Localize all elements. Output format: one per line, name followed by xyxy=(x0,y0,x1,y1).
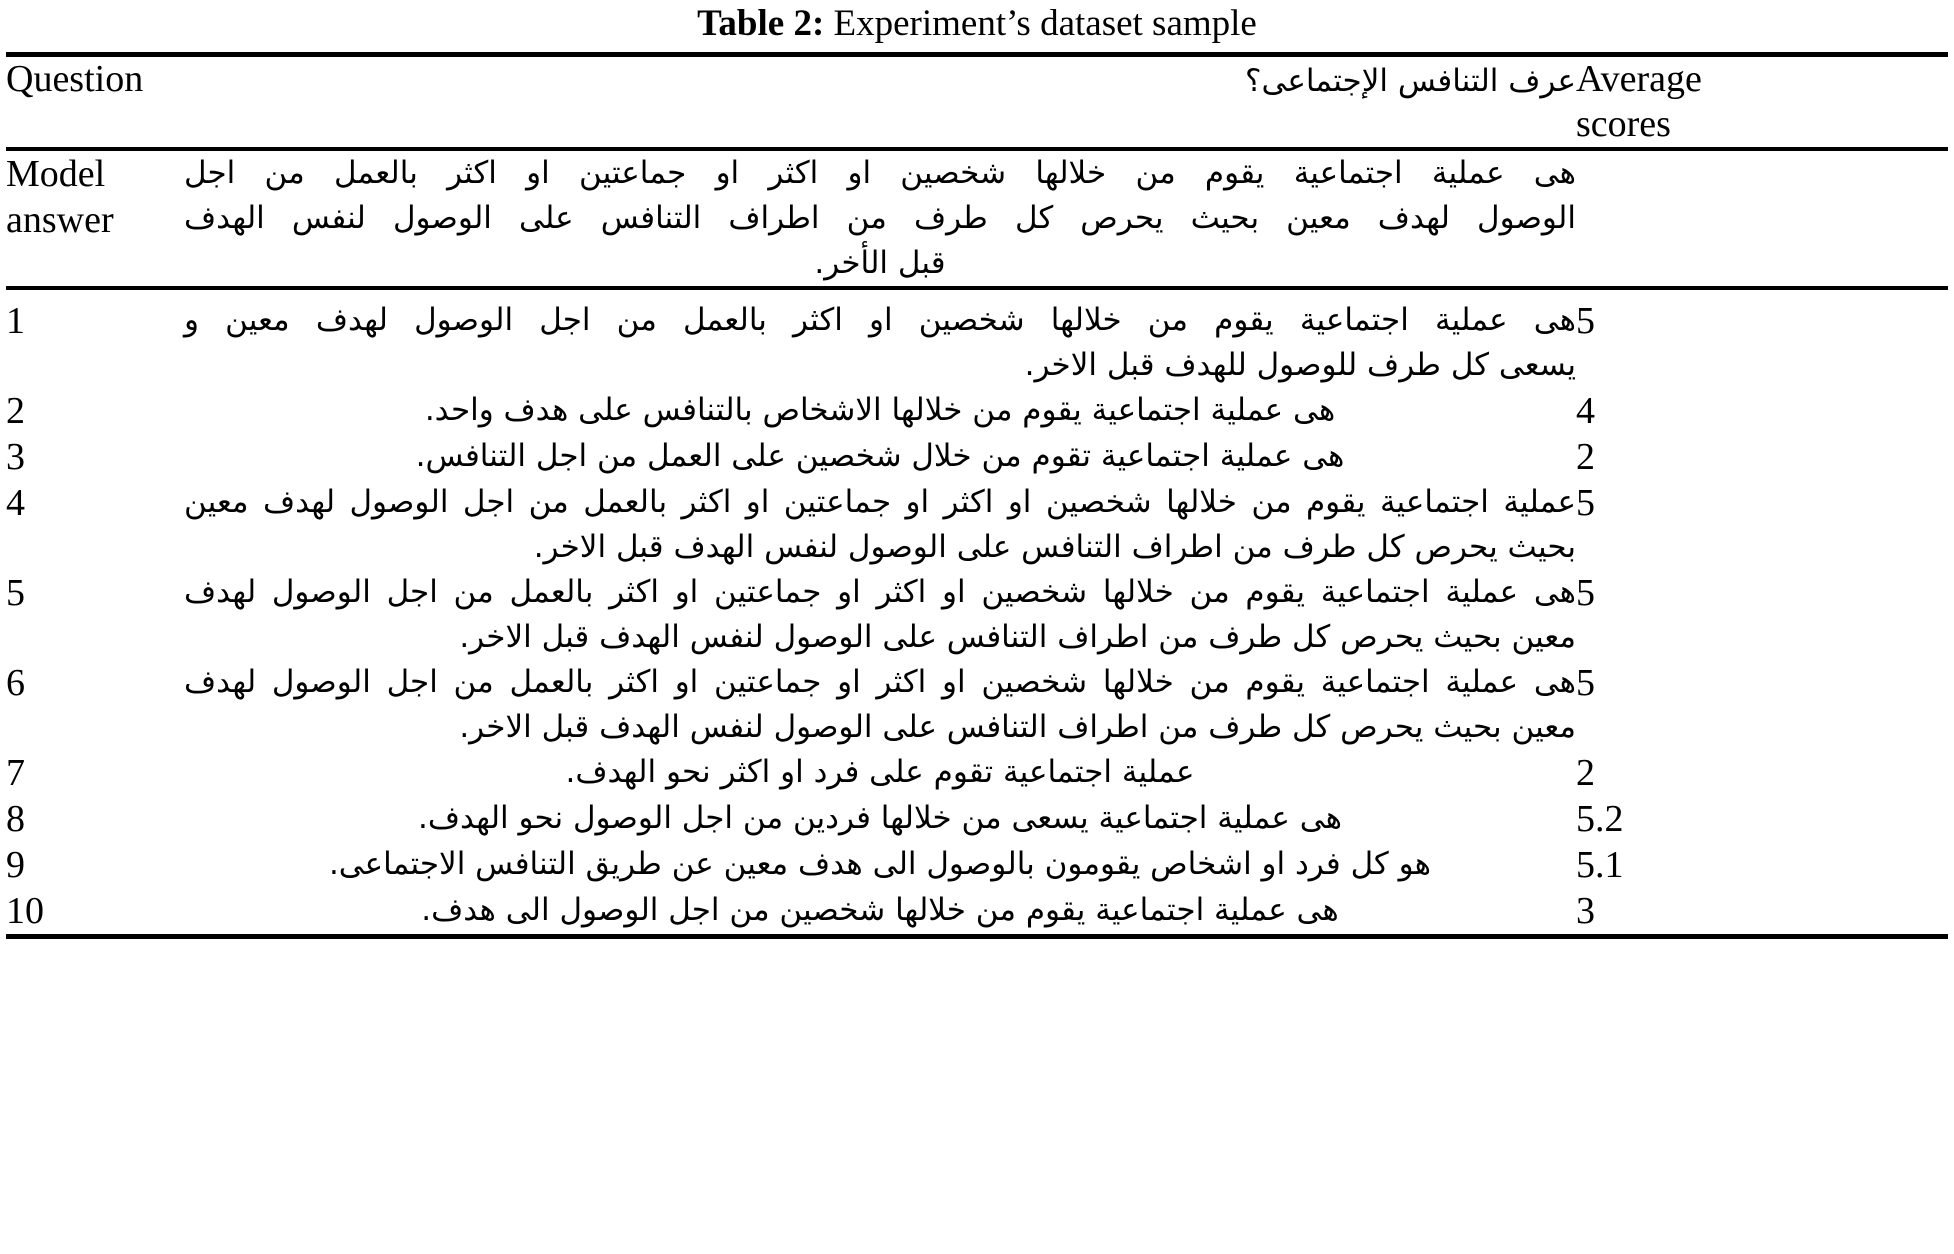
caption-text: Experiment’s dataset sample xyxy=(833,3,1257,44)
row-average-score: 5 xyxy=(1576,662,1595,704)
row-average-score: 5 xyxy=(1576,482,1595,524)
row-average-score: 4 xyxy=(1576,390,1595,432)
model-label-line-2: answer xyxy=(6,199,114,241)
row-answer-line: بحيث يحرص كل طرف من اطراف التنافس على الوصول لنفس الهدف قبل الاخر. xyxy=(533,529,1576,565)
row-answer-line: هى عملية اجتماعية يقوم من خلالها شخصين او اكثر بالعمل من اجل الوصول لهدف معين و xyxy=(184,302,1576,338)
row-answer-text xyxy=(184,796,1576,842)
row-answer-line: عملية اجتماعية يقوم من خلالها شخصين او اكثر او جماعتين او اكثر بالعمل من اجل الوصول لهدف معين xyxy=(184,484,1576,520)
row-number: 4 xyxy=(6,482,25,524)
row-number: 1 xyxy=(6,300,25,342)
table-row xyxy=(6,480,1948,570)
table-bottom-rule xyxy=(6,934,1948,939)
row-answer-line: هى عملية اجتماعية يقوم من خلالها الاشخاص بالتنافس على هدف واحد. xyxy=(424,392,1336,428)
row-answer-line: هى عملية اجتماعية يسعى من خلالها فردين من اجل الوصول نحو الهدف. xyxy=(418,800,1342,836)
table-row xyxy=(6,660,1948,750)
row-number: 7 xyxy=(6,752,25,794)
row-answer-text xyxy=(184,298,1576,388)
table-row xyxy=(6,888,1948,934)
model-label-line-1: Model xyxy=(6,153,106,195)
row-number: 8 xyxy=(6,798,25,840)
header-question-text: عرف التنافس الإجتماعى؟ xyxy=(1245,63,1576,99)
dataset-rows-table xyxy=(6,298,1948,934)
row-average-score: 3 xyxy=(1576,890,1595,932)
row-answer-line: معين بحيث يحرص كل طرف من اطراف التنافس على الوصول لنفس الهدف قبل الاخر. xyxy=(459,709,1576,745)
header-table xyxy=(6,57,1948,147)
model-answer-label xyxy=(6,151,184,286)
table-row xyxy=(6,796,1948,842)
row-answer-text xyxy=(184,388,1576,434)
model-answer-score xyxy=(1576,151,1948,286)
header-row xyxy=(6,57,1948,147)
model-answer-line-1: هى عملية اجتماعية يقوم من خلالها شخصين او اكثر او جماعتين او اكثر بالعمل من اجل xyxy=(184,155,1576,191)
table-row xyxy=(6,434,1948,480)
row-answer-text xyxy=(184,570,1576,660)
model-answer-table xyxy=(6,151,1948,286)
model-answer-row xyxy=(6,151,1948,286)
row-answer-line: عملية اجتماعية تقوم على فرد او اكثر نحو الهدف. xyxy=(565,754,1195,790)
row-answer-text xyxy=(184,434,1576,480)
row-answer-text xyxy=(184,888,1576,934)
row-average-score: 5 xyxy=(1576,300,1595,342)
table-row xyxy=(6,750,1948,796)
row-average-score: 5.2 xyxy=(1576,798,1624,840)
table-row xyxy=(6,388,1948,434)
row-number: 5 xyxy=(6,572,25,614)
row-number: 9 xyxy=(6,844,25,886)
row-answer-line: هى عملية اجتماعية يقوم من خلالها شخصين او اكثر او جماعتين او اكثر بالعمل من اجل الوصول لهدف xyxy=(184,574,1576,610)
row-number: 6 xyxy=(6,662,25,704)
row-number: 3 xyxy=(6,436,25,478)
row-answer-text xyxy=(184,660,1576,750)
row-answer-text xyxy=(184,750,1576,796)
table-caption xyxy=(6,0,1948,52)
caption-label: Table 2: xyxy=(697,3,825,44)
table-row xyxy=(6,298,1948,388)
table-row xyxy=(6,842,1948,888)
row-answer-line: معين بحيث يحرص كل طرف من اطراف التنافس على الوصول لنفس الهدف قبل الاخر. xyxy=(459,619,1576,655)
row-number: 10 xyxy=(6,890,44,932)
row-answer-line: يسعى كل طرف للوصول للهدف قبل الاخر. xyxy=(1024,347,1576,383)
row-answer-line: هى عملية اجتماعية يقوم من خلالها شخصين او اكثر او جماعتين او اكثر بالعمل من اجل الوصول لهدف xyxy=(184,664,1576,700)
header-average-scores-label xyxy=(1576,57,1948,147)
row-average-score: 5.1 xyxy=(1576,844,1624,886)
row-answer-text xyxy=(184,842,1576,888)
row-answer-line: هى عملية اجتماعية تقوم من خلال شخصين على العمل من اجل التنافس. xyxy=(415,438,1345,474)
model-answer-text xyxy=(184,151,1576,286)
table-row xyxy=(6,570,1948,660)
average-label-line-2: scores xyxy=(1576,103,1671,145)
model-answer-line-2: الوصول لهدف معين بحيث يحرص كل طرف من اطراف التنافس على الوصول لنفس الهدف xyxy=(184,200,1576,236)
row-average-score: 5 xyxy=(1576,572,1595,614)
body-spacer xyxy=(6,290,1948,298)
average-label-line-1: Average xyxy=(1576,58,1702,100)
row-answer-line: هو كل فرد او اشخاص يقومون بالوصول الى هدف معين عن طريق التنافس الاجتماعى. xyxy=(328,846,1432,882)
model-answer-line-3: قبل الأخر. xyxy=(814,245,946,281)
row-number: 2 xyxy=(6,390,25,432)
row-average-score: 2 xyxy=(1576,436,1595,478)
header-question-label: Question xyxy=(6,58,144,100)
row-answer-text xyxy=(184,480,1576,570)
row-answer-line: هى عملية اجتماعية يقوم من خلالها شخصين من اجل الوصول الى هدف. xyxy=(421,892,1339,928)
row-average-score: 2 xyxy=(1576,752,1595,794)
